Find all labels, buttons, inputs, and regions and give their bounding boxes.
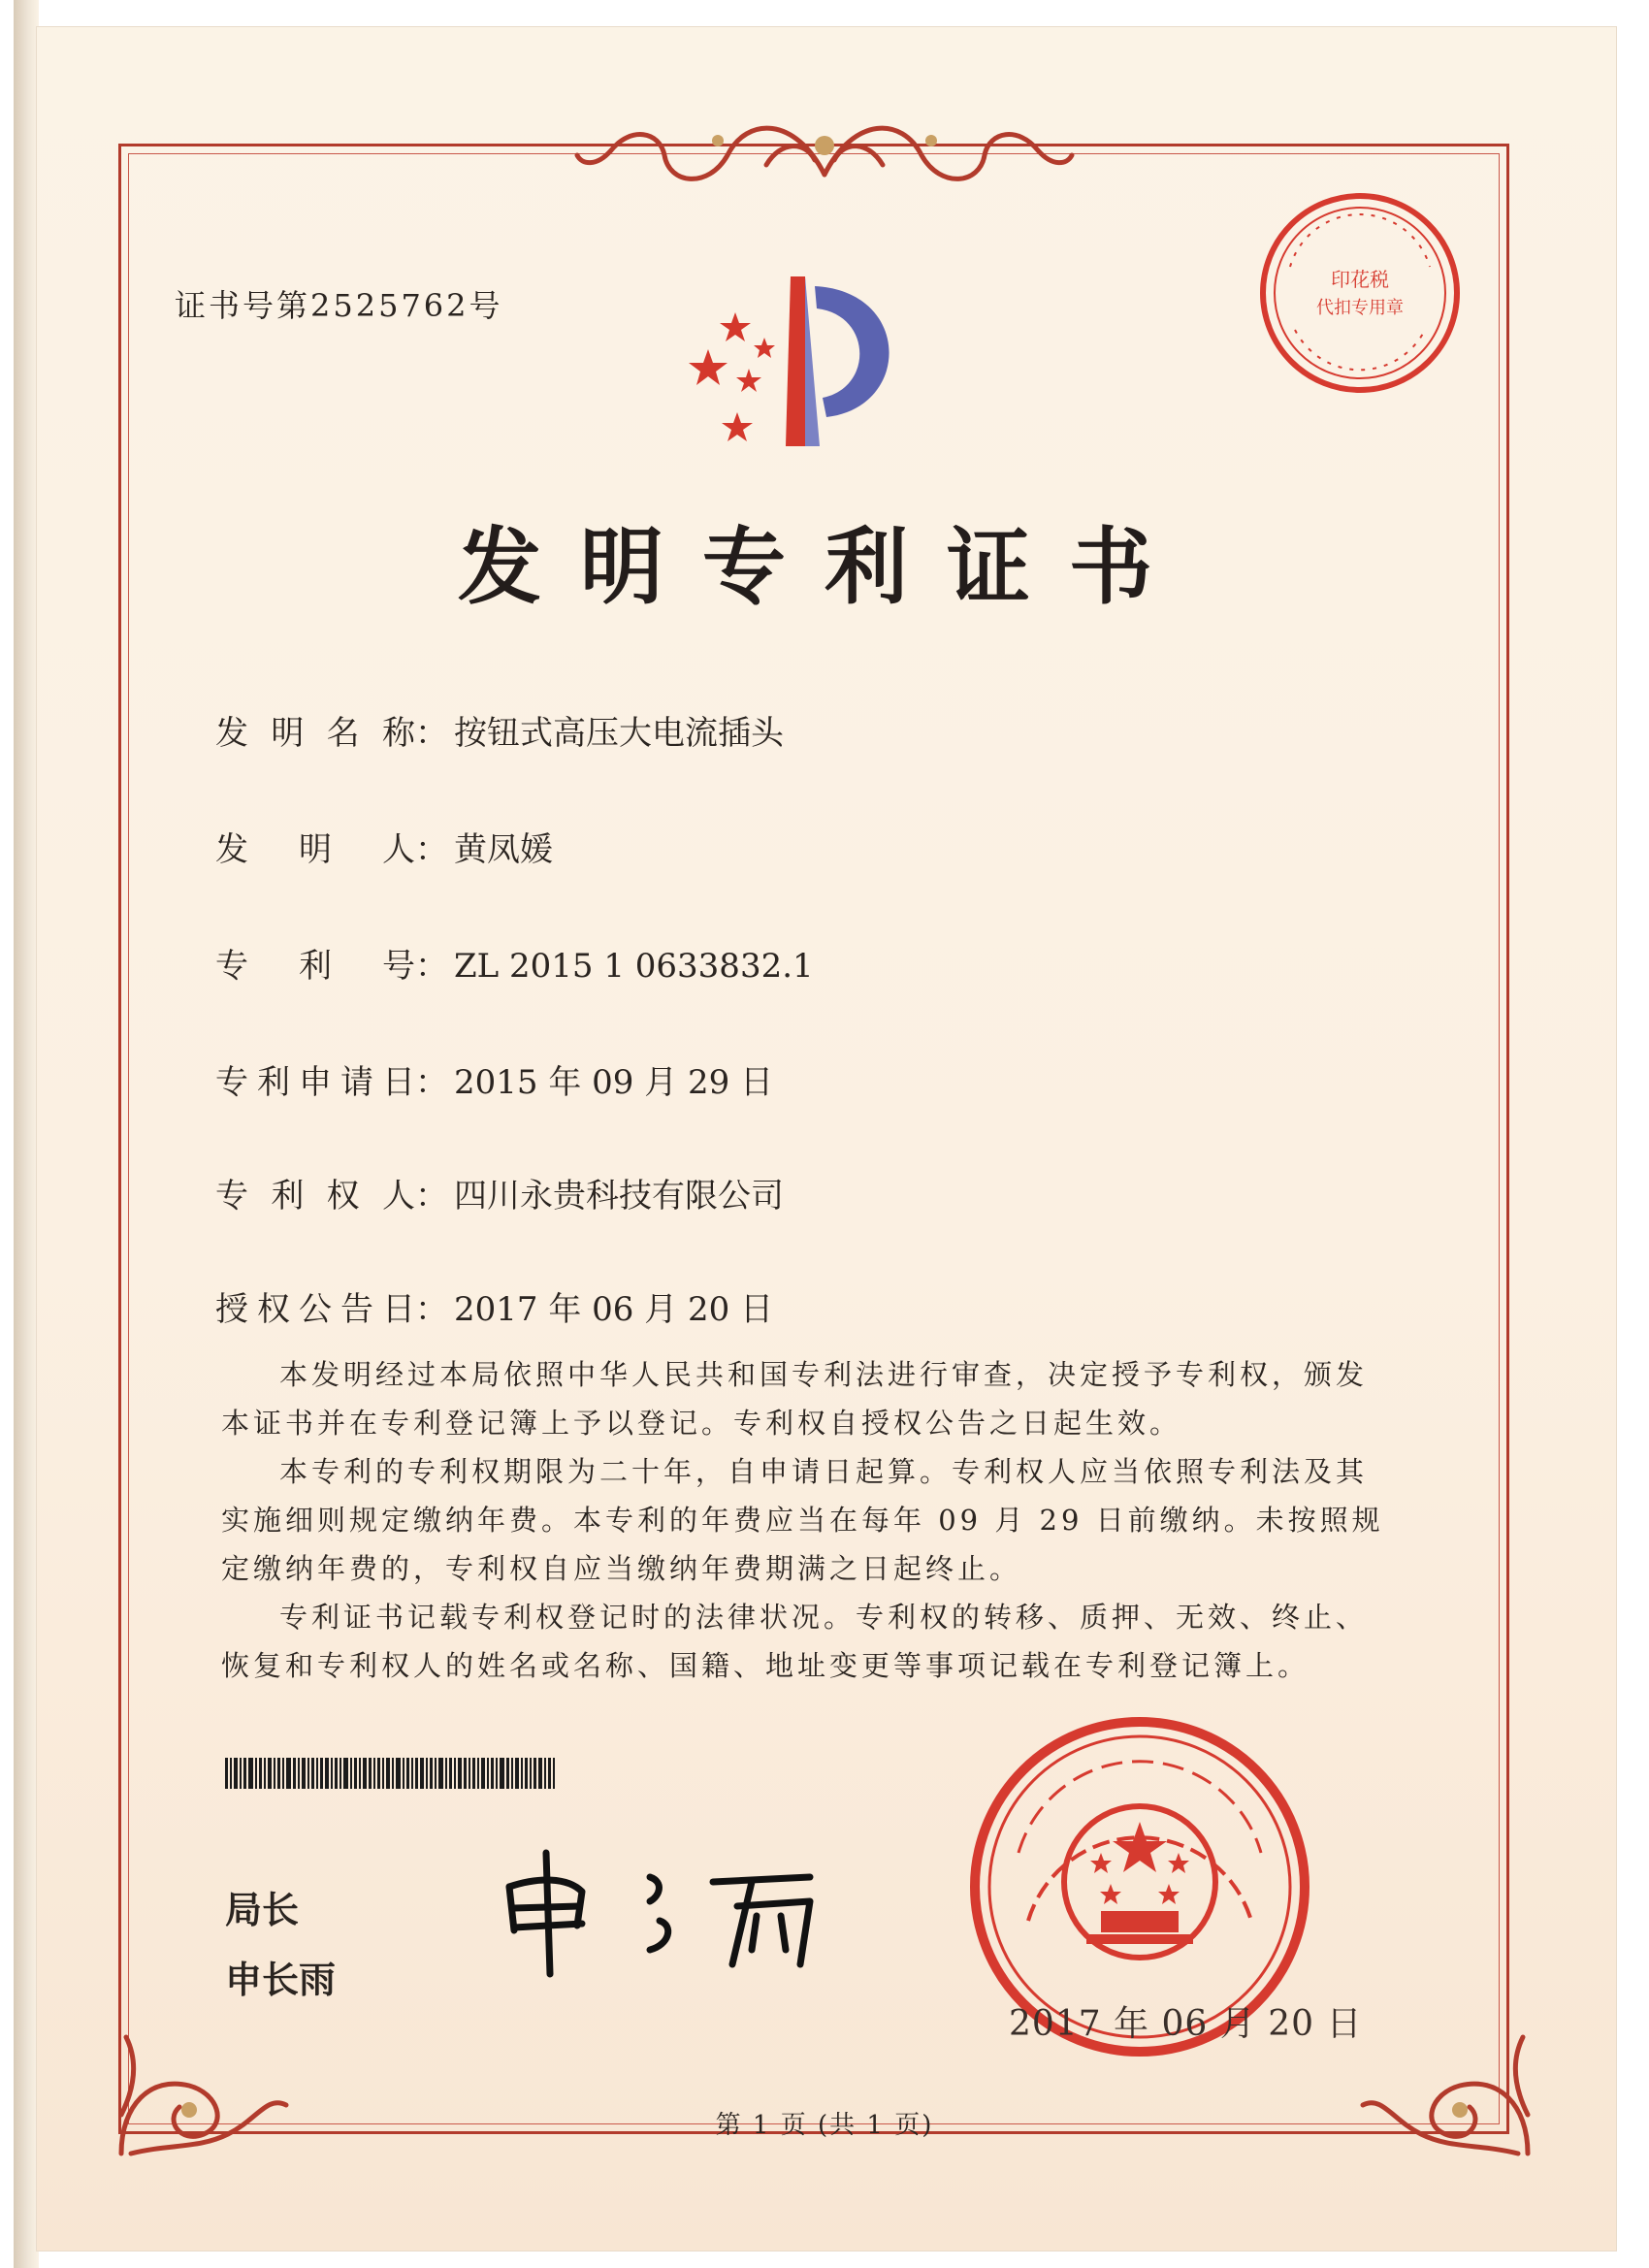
- field-label: 专利申请日: [215, 1063, 415, 1102]
- field-value: 黄凤媛: [454, 830, 553, 869]
- issue-date: 2017 年 06 月 20 日: [1009, 2004, 1363, 2044]
- signature: [490, 1838, 849, 1984]
- director-title: 局长: [225, 1889, 300, 1931]
- field-label: 授权公告日: [215, 1290, 415, 1329]
- barcode: [225, 1758, 630, 1789]
- field-inventor: 发明人 ： 黄凤媛: [215, 823, 553, 870]
- top-ornament-icon: [572, 97, 1077, 204]
- certificate-body: [221, 1350, 1385, 1690]
- body-paragraph: 专利证书记载专利权登记时的法律状况。专利权的转移、质押、无效、终止、恢复和专利权人的姓名或名称、国籍、地址变更等事项记载在专利登记簿上。: [221, 1601, 1369, 1682]
- field-application-date: 专利申请日 ： 2015 年 09 月 29 日: [215, 1055, 773, 1103]
- field-label: 专利号: [215, 947, 415, 986]
- svg-text:代扣专用章: 代扣专用章: [1316, 298, 1404, 318]
- field-patent-number: 专利号 ： ZL 2015 1 0633832.1: [215, 939, 814, 987]
- field-patentee: 专利权人 ： 四川永贵科技有限公司: [215, 1169, 784, 1216]
- certificate-number: 证书号第2525762号: [175, 287, 503, 324]
- field-label: 发明名称: [215, 714, 415, 753]
- field-value: 四川永贵科技有限公司: [454, 1177, 784, 1215]
- field-value: 2015 年 09 月 29 日: [454, 1063, 774, 1102]
- page-number: 第 1 页 (共 1 页): [715, 2111, 934, 2140]
- field-value: 2017 年 06 月 20 日: [454, 1290, 774, 1329]
- binding-shadow: [14, 0, 39, 2268]
- body-paragraph: 本专利的专利权期限为二十年，自申请日起算。专利权人应当依照专利法及其实施细则规定缴纳年费。本专利的年费应当在每年 09 月 29 日前缴纳。未按照规定缴纳年费的，专利权自应当缴纳年费期满之日起终止。: [221, 1455, 1384, 1585]
- field-label: 专利权人: [215, 1177, 415, 1215]
- cnipa-logo-icon: [689, 262, 931, 456]
- body-paragraph: 本发明经过本局依照中华人民共和国专利法进行审查，决定授予专利权，颁发本证书并在专利登记簿上予以登记。专利权自授权公告之日起生效。: [221, 1358, 1369, 1440]
- field-value: ZL 2015 1 0633832.1: [454, 947, 814, 986]
- page-title: 发明专利证书: [458, 519, 1191, 616]
- svg-text:印花税: 印花税: [1331, 268, 1389, 291]
- field-label: 发明人: [215, 830, 415, 869]
- field-grant-date: 授权公告日 ： 2017 年 06 月 20 日: [215, 1282, 773, 1330]
- tax-stamp-seal-icon: [1256, 189, 1465, 398]
- director-name: 申长雨: [225, 1959, 337, 2001]
- field-value: 按钮式高压大电流插头: [454, 714, 784, 753]
- field-invention-name: 发明名称 ： 按钮式高压大电流插头: [215, 706, 784, 754]
